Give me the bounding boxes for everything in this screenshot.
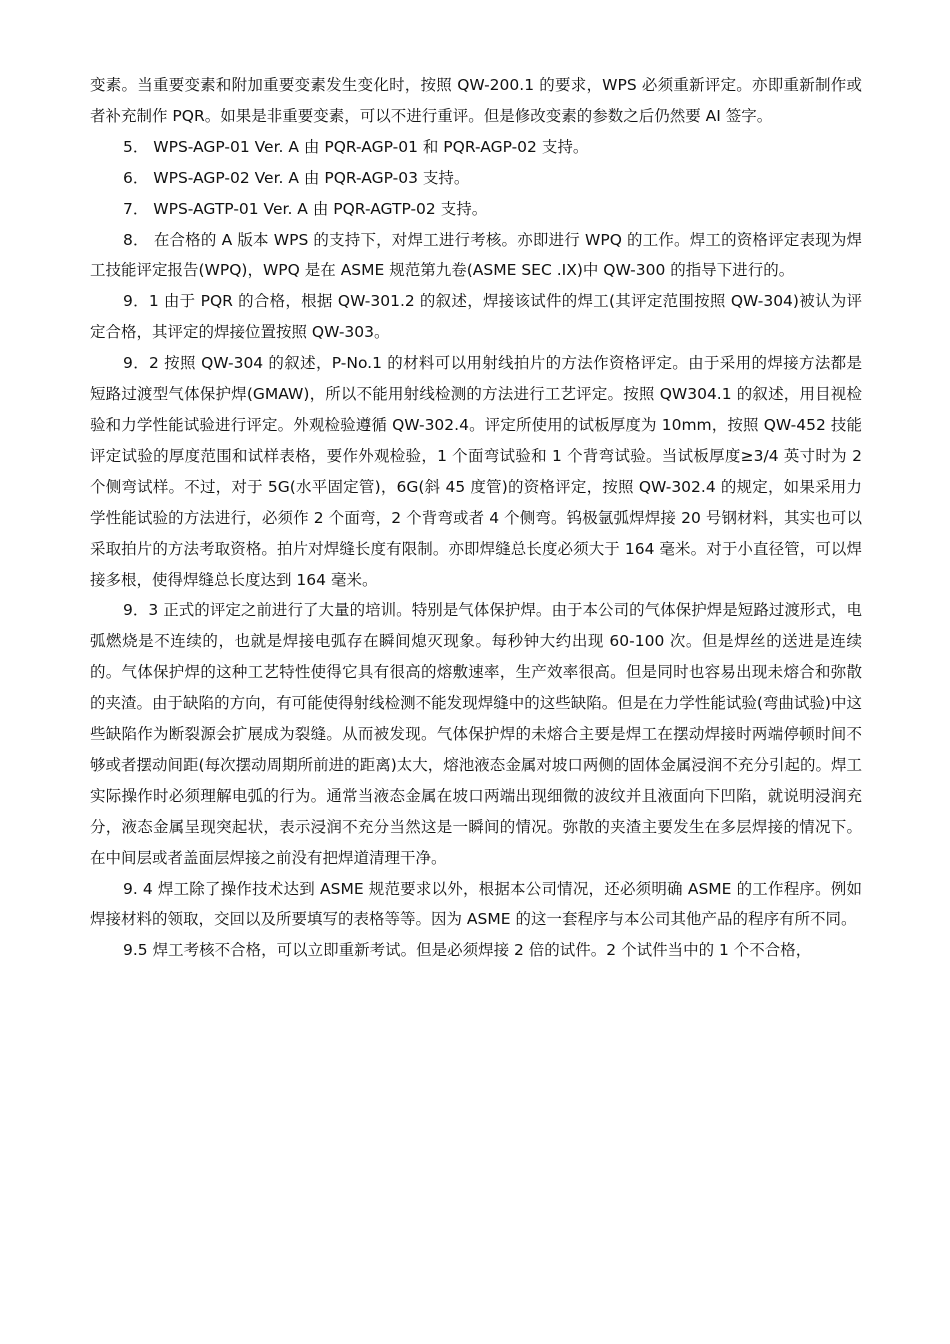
- paragraph-item-8: 8． 在合格的 A 版本 WPS 的支持下，对焊工进行考核。亦即进行 WPQ 的工作。焊工的资格评定表现为焊工技能评定报告(WPQ)，WPQ 是在 ASME 规范第九卷(ASME SEC .IX)中 QW-300 的指导下进行的。: [90, 230, 862, 280]
- paragraph-essential-variables: 变素。当重要变素和附加重要变素发生变化时，按照 QW-200.1 的要求，WPS 必须重新评定。亦即重新制作或者补充制作 PQR。如果是非重要变素，可以不进行重评。但是修改变素的参数之后仍然要 AI 签字。: [90, 76, 862, 125]
- paragraph-item-7: 7． WPS-AGTP-01 Ver. A 由 PQR-AGTP-02 支持。: [123, 199, 488, 218]
- paragraph-item-9-3: 9．3 正式的评定之前进行了大量的培训。特别是气体保护焊。由于本公司的气体保护焊是短路过渡形式，电弧燃烧是不连续的，也就是焊接电弧存在瞬间熄灭现象。每秒钟大约出现 60-100 次。但是焊丝的送进是连续的。气体保护焊的这种工艺特性使得它具有很高的熔敷速率，生产效率很高。但是同时也容易出现未熔合和弥散的夹渣。由于缺陷的方向，有可能使得射线检测不能发现焊缝中的这些缺陷。但是在力学性能试验(弯曲试验)中这些缺陷作为断裂源会扩展成为裂缝。从而被发现。气体保护焊的未熔合主要是焊工在摆动焊接时两端停顿时间不够或者摆动间距(每次摆动周期所前进的距离)太大，熔池液态金属对坡口两侧的固体金属浸润不充分引起的。焊工实际操作时必须理解电弧的行为。通常当液态金属在坡口两端出现细微的波纹并且液面向下凹陷，就说明浸润充分，液态金属呈现突起状，表示浸润不充分当然这是一瞬间的情况。弥散的夹渣主要发生在多层焊接的情况下。在中间层或者盖面层焊接之前没有把焊道清理干净。: [90, 601, 862, 867]
- document-page: [90, 70, 862, 966]
- paragraph-item-9-4: 9. 4 焊工除了操作技术达到 ASME 规范要求以外，根据本公司情况，还必须明确 ASME 的工作程序。例如焊接材料的领取，交回以及所要填写的表格等等。因为 ASME 的这一套程序与本公司其他产品的程序有所不同。: [90, 879, 862, 929]
- paragraph-item-6: 6． WPS-AGP-02 Ver. A 由 PQR-AGP-03 支持。: [123, 168, 470, 187]
- paragraph-item-5: 5． WPS-AGP-01 Ver. A 由 PQR-AGP-01 和 PQR-AGP-02 支持。: [123, 137, 589, 156]
- paragraph-item-9-2: 9．2 按照 QW-304 的叙述，P-No.1 的材料可以用射线拍片的方法作资格评定。由于采用的焊接方法都是短路过渡型气体保护焊(GMAW)，所以不能用射线检测的方法进行工艺评定。按照 QW304.1 的叙述，用目视检验和力学性能试验进行评定。外观检验遵循 QW-302.4。评定所使用的试板厚度为 10mm，按照 QW-452 技能评定试验的厚度范围和试样表格，要作外观检验，1 个面弯试验和 1 个背弯试验。当试板厚度≥3/4 英寸时为 2 个侧弯试样。不过，对于 5G(水平固定管)，6G(斜 45 度管)的资格评定，按照 QW-302.4 的规定，如果采用力学性能试验的方法进行，必须作 2 个面弯，2 个背弯或者 4 个侧弯。钨极氩弧焊焊接 20 号钢材料，其实也可以采取拍片的方法考取资格。拍片对焊缝长度有限制。亦即焊缝总长度必须大于 164 毫米。对于小直径管，可以焊接多根，使得焊缝总长度达到 164 毫米。: [90, 354, 862, 589]
- paragraph-item-9-5: 9.5 焊工考核不合格，可以立即重新考试。但是必须焊接 2 倍的试件。2 个试件当中的 1 个不合格，: [123, 941, 812, 960]
- paragraph-item-9-1: 9．1 由于 PQR 的合格，根据 QW-301.2 的叙述，焊接该试件的焊工(其评定范围按照 QW-304)被认为评定合格，其评定的焊接位置按照 QW-303。: [90, 292, 862, 342]
